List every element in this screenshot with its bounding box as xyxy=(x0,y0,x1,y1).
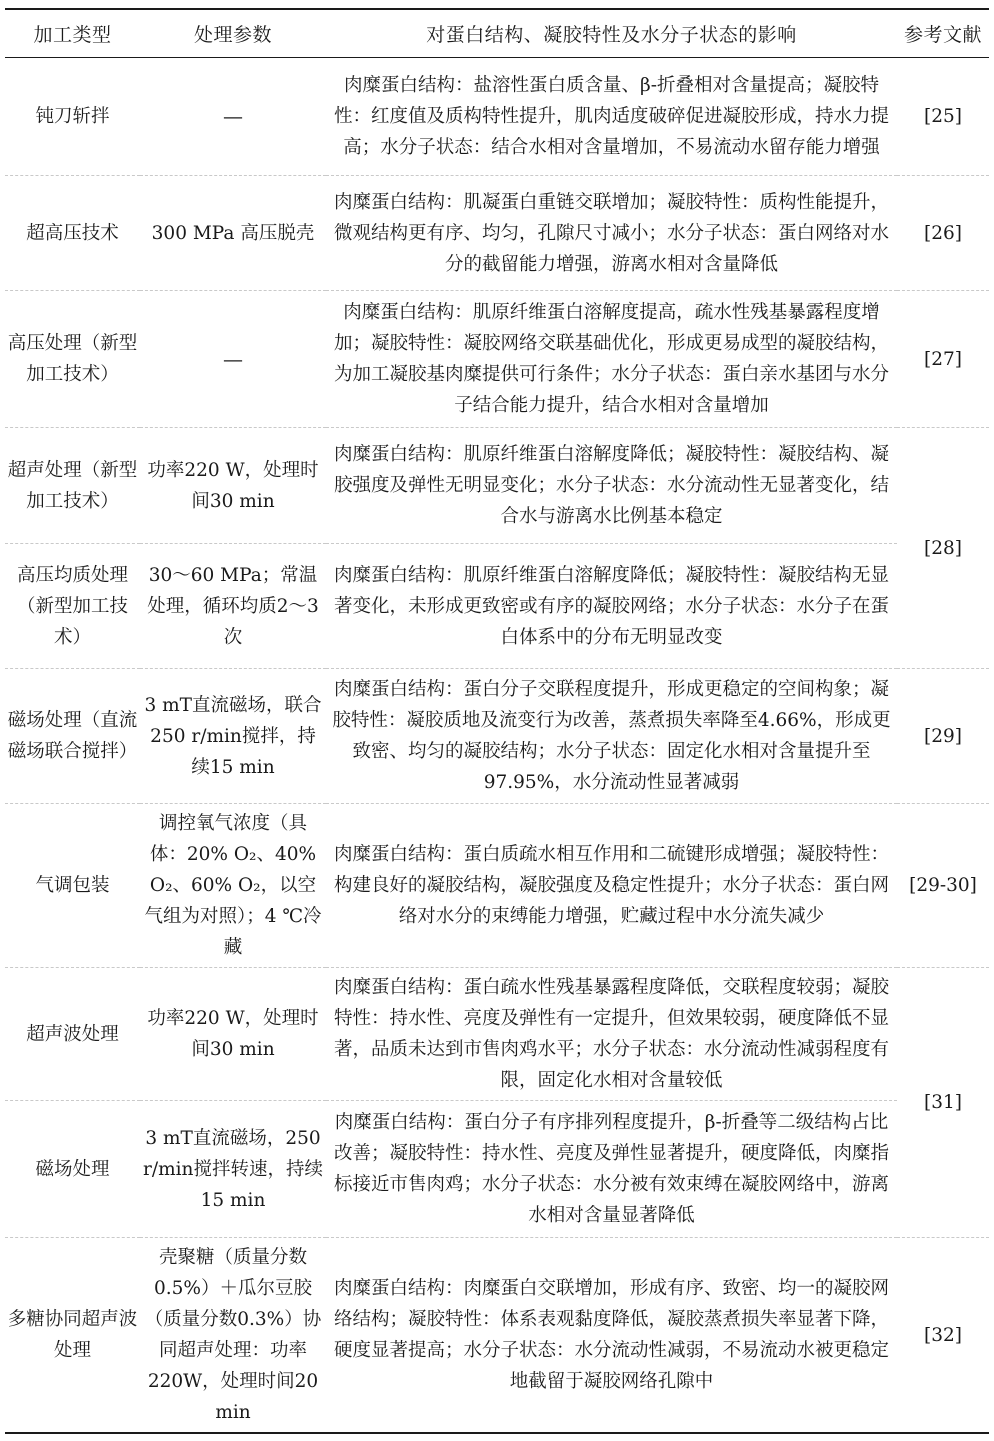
cell-params: 3 mT直流磁场，联合250 r/min搅拌，持续15 min xyxy=(140,669,326,804)
cell-effect: 肉糜蛋白结构：肉糜蛋白交联增加，形成有序、致密、均一的凝胶网络结构；凝胶特性：体系表观黏度降低，凝胶蒸煮损失率显著下降，硬度显著提高；水分子状态：水分流动性减弱，不易流动水被更稳定地截留于凝胶网络孔隙中 xyxy=(333,1278,889,1392)
cell-params: 功率220 W，处理时间30 min xyxy=(140,428,326,544)
cell-params: — xyxy=(140,58,326,176)
table-row xyxy=(5,428,989,544)
cell-ref: [28] xyxy=(897,428,989,669)
cell-type: 钝刀斩拌 xyxy=(5,58,140,176)
cell-effect: 肉糜蛋白结构：肌原纤维蛋白溶解度降低；凝胶特性：凝胶结构无显著变化，未形成更致密或有序的凝胶网络；水分子状态：水分子在蛋白体系中的分布无明显改变 xyxy=(326,544,897,669)
table-header xyxy=(5,10,989,58)
cell-ref: [26] xyxy=(897,176,989,291)
cell-type: 超声波处理 xyxy=(5,968,140,1101)
header-processing-type: 加工类型 xyxy=(5,10,140,58)
cell-params: 30～60 MPa；常温处理，循环均质2～3 次 xyxy=(140,544,326,669)
cell-type: 高压均质处理（新型加工技术） xyxy=(5,544,140,669)
cell-ref: [25] xyxy=(897,58,989,176)
table-row xyxy=(5,291,989,428)
table-row xyxy=(5,58,989,176)
cell-ref: [32] xyxy=(924,1324,962,1346)
table-row xyxy=(5,176,989,291)
cell-type: 高压处理（新型加工技术） xyxy=(5,291,140,428)
table-row xyxy=(5,804,989,968)
cell-params: 300 MPa 高压脱壳 xyxy=(140,176,326,291)
table-row xyxy=(5,544,989,669)
cell-params: 壳聚糖（质量分数0.5%）＋瓜尔豆胶（质量分数0.3%）协同超声处理：功率220W，处理时间20 min xyxy=(144,1247,322,1423)
header-row xyxy=(5,10,989,58)
table-row xyxy=(5,669,989,804)
cell-effect: 肉糜蛋白结构：肌原纤维蛋白溶解度提高，疏水性残基暴露程度增加；凝胶特性：凝胶网络交联基础优化，形成更易成型的凝胶结构，为加工凝胶基肉糜提供可行条件；水分子状态：蛋白亲水基团与水分子结合能力提升，结合水相对含量增加 xyxy=(326,291,897,428)
cell-type: 磁场处理（直流磁场联合搅拌） xyxy=(5,669,140,804)
cell-effect: 肉糜蛋白结构：蛋白疏水性残基暴露程度降低，交联程度较弱；凝胶特性：持水性、亮度及弹性有一定提升，但效果较弱，硬度降低不显著，品质未达到市售肉鸡水平；水分子状态：水分流动性减弱程度有限，固定化水相对含量较低 xyxy=(326,968,897,1101)
cell-type: 超高压技术 xyxy=(5,176,140,291)
header-references: 参考文献 xyxy=(897,10,989,58)
cell-ref: [31] xyxy=(897,968,989,1238)
cell-effect: 肉糜蛋白结构：肌凝蛋白重链交联增加；凝胶特性：质构性能提升，微观结构更有序、均匀，孔隙尺寸减小；水分子状态：蛋白网络对水分的截留能力增强，游离水相对含量降低 xyxy=(326,176,897,291)
cell-params: 3 mT直流磁场，250 r/min搅拌转速，持续15 min xyxy=(140,1101,326,1238)
cell-params: 调控氧气浓度（具体：20% O₂、40% O₂、60% O₂，以空气组为对照）；4 ℃冷藏 xyxy=(140,804,326,968)
cell-ref: [27] xyxy=(897,291,989,428)
table-body xyxy=(5,58,989,1433)
cell-effect: 肉糜蛋白结构：蛋白分子交联程度提升，形成更稳定的空间构象；凝胶特性：凝胶质地及流变行为改善，蒸煮损失率降至4.66%，形成更致密、均匀的凝胶结构；水分子状态：固定化水相对含量提升至97.95%，水分流动性显著减弱 xyxy=(326,669,897,804)
data-table-container xyxy=(5,8,989,1434)
cell-type: 气调包装 xyxy=(5,804,140,968)
cell-effect: 肉糜蛋白结构：蛋白分子有序排列程度提升，β-折叠等二级结构占比改善；凝胶特性：持水性、亮度及弹性显著提升，硬度降低，肉糜指标接近市售肉鸡；水分子状态：水分被有效束缚在凝胶网络中，游离水相对含量显著降低 xyxy=(326,1101,897,1238)
cell-params: 功率220 W，处理时间30 min xyxy=(140,968,326,1101)
cell-effect: 肉糜蛋白结构：盐溶性蛋白质含量、β-折叠相对含量提高；凝胶特性：红度值及质构特性提升，肌肉适度破碎促进凝胶形成，持水力提高；水分子状态：结合水相对含量增加，不易流动水留存能力增强 xyxy=(326,58,897,176)
table-row xyxy=(5,1101,989,1238)
table-row xyxy=(5,968,989,1101)
cell-params: — xyxy=(140,291,326,428)
cell-ref: [29] xyxy=(897,669,989,804)
cell-type: 磁场处理 xyxy=(5,1101,140,1238)
cell-ref: [29-30] xyxy=(897,804,989,968)
data-table xyxy=(5,10,989,1432)
cell-type: 多糖协同超声波处理 xyxy=(7,1309,138,1361)
cell-type: 超声处理（新型加工技术） xyxy=(5,428,140,544)
cell-effect: 肉糜蛋白结构：肌原纤维蛋白溶解度降低；凝胶特性：凝胶结构、凝胶强度及弹性无明显变化；水分子状态：水分流动性无显著变化，结合水与游离水比例基本稳定 xyxy=(326,428,897,544)
table-row xyxy=(5,1238,989,1433)
header-effects: 对蛋白结构、凝胶特性及水分子状态的影响 xyxy=(326,10,897,58)
cell-effect: 肉糜蛋白结构：蛋白质疏水相互作用和二硫键形成增强；凝胶特性：构建良好的凝胶结构，凝胶强度及稳定性提升；水分子状态：蛋白网络对水分的束缚能力增强，贮藏过程中水分流失减少 xyxy=(326,804,897,968)
header-parameters: 处理参数 xyxy=(140,10,326,58)
